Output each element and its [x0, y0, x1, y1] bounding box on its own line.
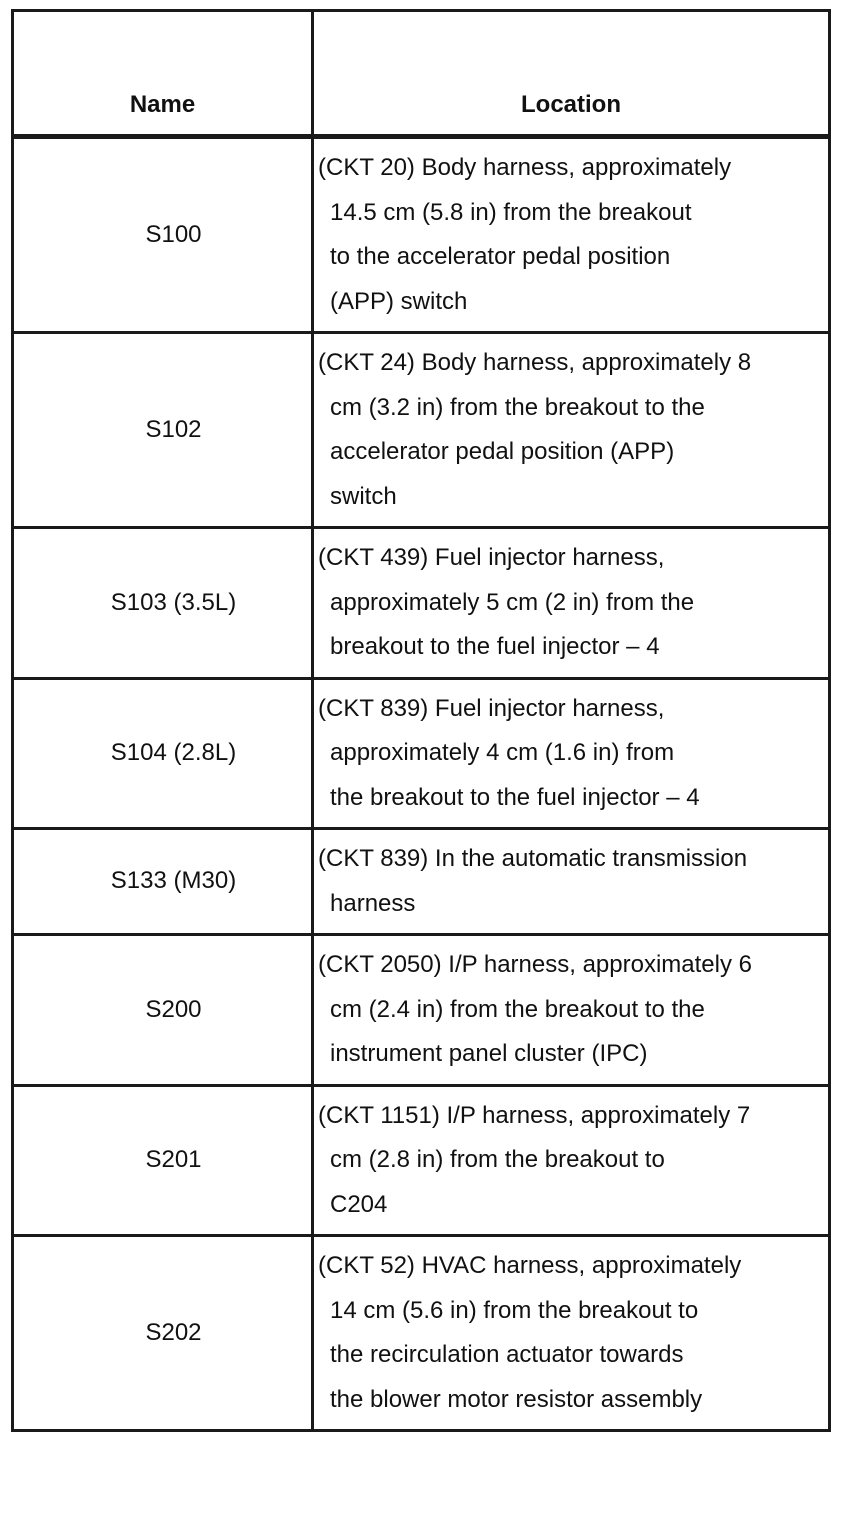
- column-header-name: Name: [13, 11, 313, 137]
- splice-location-cell: [313, 935, 830, 1086]
- table-row: [13, 829, 830, 935]
- table-row: [13, 1085, 830, 1236]
- location-text-line: (CKT 24) Body harness, approximately 8: [318, 349, 752, 376]
- splice-name-cell: S202: [13, 1236, 313, 1431]
- splice-name-cell: S201: [13, 1085, 313, 1236]
- location-text-line: harness: [330, 889, 416, 917]
- location-text-line: (CKT 20) Body harness, approximately: [318, 154, 732, 181]
- location-text-line: cm (2.4 in) from the breakout to the: [330, 995, 705, 1023]
- table-row: [13, 528, 830, 679]
- location-text-line: cm (2.8 in) from the breakout to: [330, 1146, 665, 1173]
- splice-location-cell: [313, 137, 830, 333]
- location-text-line: breakout to the fuel injector – 4: [330, 633, 660, 660]
- location-text-line: (CKT 2050) I/P harness, approximately 6: [318, 951, 752, 978]
- splice-location-cell: [313, 829, 830, 935]
- location-text-line: accelerator pedal position (APP): [330, 438, 675, 465]
- splice-name-cell: S100: [13, 137, 313, 333]
- splice-name-cell: S104 (2.8L): [13, 678, 313, 829]
- location-text-line: (CKT 839) In the automatic transmission: [318, 845, 748, 872]
- splice-name-cell: S102: [13, 333, 313, 528]
- location-text-line: cm (3.2 in) from the breakout to the: [330, 393, 705, 421]
- table-row: [13, 1236, 830, 1431]
- location-text-line: to the accelerator pedal position: [330, 243, 671, 270]
- splice-location-cell: [313, 1085, 830, 1236]
- table-row: [13, 935, 830, 1086]
- table-row: [13, 333, 830, 528]
- location-text-line: (CKT 52) HVAC harness, approximately: [318, 1252, 742, 1279]
- location-text-line: (CKT 839) Fuel injector harness,: [318, 694, 665, 722]
- location-text-line: the breakout to the fuel injector – 4: [330, 783, 700, 811]
- location-text-line: 14.5 cm (5.8 in) from the breakout: [330, 198, 692, 226]
- header-row: [13, 11, 830, 137]
- splice-name-cell: S103 (3.5L): [13, 528, 313, 679]
- location-text-line: instrument panel cluster (IPC): [330, 1040, 648, 1067]
- table-body: [13, 137, 830, 1431]
- location-text-line: the blower motor resistor assembly: [330, 1385, 703, 1413]
- splice-location-cell: [313, 528, 830, 679]
- splice-location-cell: [313, 333, 830, 528]
- table-row: [13, 137, 830, 333]
- splice-name-cell: S133 (M30): [13, 829, 313, 935]
- location-text-line: approximately 4 cm (1.6 in) from: [330, 739, 675, 766]
- location-text-line: switch: [330, 482, 397, 510]
- location-text-line: (APP) switch: [330, 287, 468, 315]
- location-text-line: (CKT 439) Fuel injector harness,: [318, 544, 665, 571]
- location-text-line: the recirculation actuator towards: [330, 1341, 684, 1368]
- table-row: [13, 678, 830, 829]
- splice-location-cell: [313, 678, 830, 829]
- location-text-line: approximately 5 cm (2 in) from the: [330, 588, 695, 616]
- location-text-line: C204: [330, 1190, 388, 1218]
- splice-location-table: [11, 9, 831, 1432]
- splice-location-cell: [313, 1236, 830, 1431]
- location-text-line: 14 cm (5.6 in) from the breakout to: [330, 1296, 699, 1324]
- location-text-line: (CKT 1151) I/P harness, approximately 7: [318, 1101, 751, 1129]
- column-header-location: Location: [313, 11, 830, 137]
- splice-name-cell: S200: [13, 935, 313, 1086]
